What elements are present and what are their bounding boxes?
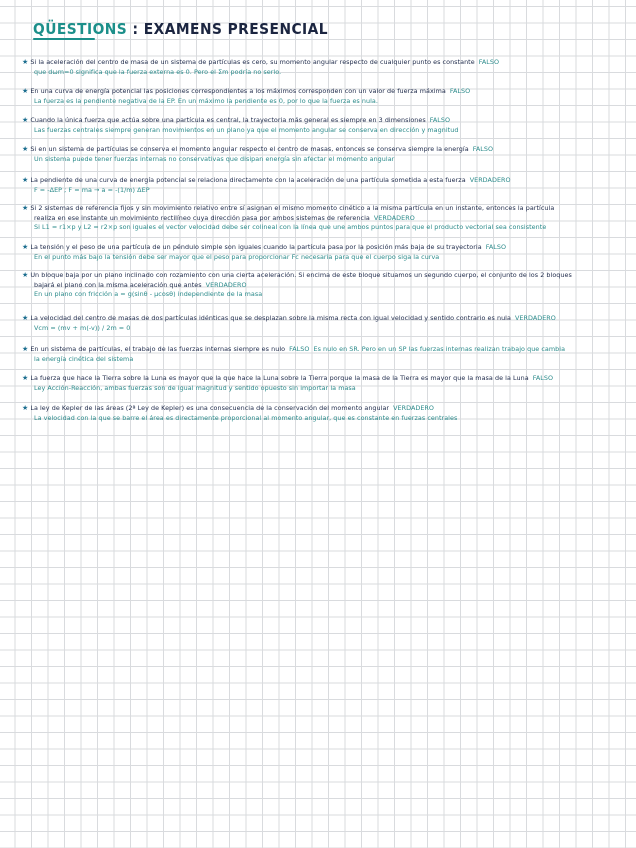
question-item (22, 345, 630, 364)
question-item (22, 243, 630, 262)
question-item (22, 204, 630, 233)
star-icon: ★ (22, 58, 29, 66)
explanation-text: Vcm = (mv + m(-v)) / 2m = 0 (34, 323, 131, 332)
answer-label: FALSO (532, 374, 554, 382)
question-text: bajará el plano con la misma aceleración que antes (34, 280, 202, 289)
question-text: Si la aceleración del centro de masa de un sistema de partículas es cero, su momento angular respecto de cualquier punto es constante (30, 58, 475, 66)
question-item (22, 404, 630, 423)
answer-label: FALSO (478, 58, 500, 66)
explanation-text: En el punto más bajo la tensión debe ser mayor que el peso para proporcionar Fc necesaria para que el cuerpo siga la curva (34, 252, 440, 261)
explanation-text: la energía cinética del sistema (34, 354, 134, 363)
question-item (22, 314, 630, 333)
star-icon: ★ (22, 204, 29, 212)
title-accent: QÜESTIONS (33, 20, 128, 38)
explanation-text: Ley Acción-Reacción, ambas fuerzas son de igual magnitud y sentido opuesto sin importar la masa (34, 383, 356, 392)
question-item (22, 116, 630, 135)
star-icon: ★ (22, 116, 29, 124)
explanation-text: En un plano con fricción a = g(sinθ - μcosθ) independiente de la masa (34, 290, 263, 299)
question-text: La fuerza que hace la Tierra sobre la Luna es mayor que la que hace la Luna sobre la Tierra porque la masa de la Tierra es mayor que la masa de la Luna (30, 374, 529, 382)
question-text: La pendiente de una curva de energía potencial se relaciona directamente con la aceleración de una partícula sometida a esta fuerza (30, 176, 466, 184)
explanation-text: que dωm=0 significa que la fuerza externa es 0. Pero el Σm podría no serlo. (34, 67, 282, 76)
question-item (22, 145, 630, 164)
explanation-text: Es nulo en SR. Pero en un SP las fuerzas internas realizan trabajo que cambia (313, 345, 566, 353)
question-text: Un bloque baja por un plano inclinado con rozamiento con una cierta aceleración. Si encima de este bloque situamos un segundo cuerpo, el conjunto de los 2 bloques (30, 271, 572, 279)
explanation-text: Un sistema puede tener fuerzas internas no conservativas que disipan energía sin afectar el momento angular (34, 154, 395, 163)
answer-label: FALSO (289, 345, 310, 353)
explanation-text: La fuerza es la pendiente negativa de la EP. En un máximo la pendiente es 0, por lo que la fuerza es nula. (34, 96, 378, 105)
star-icon: ★ (22, 271, 29, 279)
star-icon: ★ (22, 314, 29, 322)
answer-label: VERDADERO (514, 314, 556, 322)
explanation-text: Las fuerzas centrales siempre generan movimientos en un plano ya que el momento angular se conserva en dirección y magnitud (34, 125, 459, 134)
question-item (22, 271, 630, 300)
answer-label: VERDADERO (393, 404, 435, 412)
question-text: realiza en ese instante un movimiento rectilíneo cuya dirección pasa por ambos sistemas de referencia (34, 213, 370, 222)
question-text: Cuando la única fuerza que actúa sobre una partícula es central, la trayectoria más general es siempre en 3 dimensiones (30, 116, 426, 124)
page-title (33, 20, 328, 38)
explanation-text: Si L1 = r1×p y L2 = r2×p son iguales el vector velocidad debe ser colineal con la línea que une ambos puntos para que el producto vectorial sea consistente (34, 223, 547, 232)
star-icon: ★ (22, 243, 29, 251)
question-text: Si 2 sistemas de referencia fijos y sin movimiento relativo entre sí asignan el mismo momento cinético a la misma partícula en un instante, entonces la partícula (30, 204, 555, 212)
question-text: La tensión y el peso de una partícula de un péndulo simple son iguales cuando la partícula pasa por la posición más baja de su trayectoria (30, 243, 482, 251)
star-icon: ★ (22, 404, 29, 412)
answer-label: FALSO (485, 243, 507, 251)
question-item (22, 374, 630, 393)
answer-label: FALSO (472, 145, 494, 153)
star-icon: ★ (22, 176, 29, 184)
star-icon: ★ (22, 374, 29, 382)
answer-label: FALSO (429, 116, 451, 124)
star-icon: ★ (22, 145, 29, 153)
question-item (22, 176, 630, 195)
question-text: En un sistema de partículas, el trabajo de las fuerzas internas siempre es nulo (30, 345, 286, 353)
question-text: La ley de Kepler de las áreas (2ª Ley de Kepler) es una consecuencia de la conservación del momento angular (30, 404, 390, 412)
title-underline (33, 38, 95, 40)
star-icon: ★ (22, 345, 29, 353)
question-item (22, 87, 630, 106)
answer-label: VERDADERO (205, 280, 247, 289)
question-text: La velocidad del centro de masas de dos partículas idénticas que se desplazan sobre la misma recta con igual velocidad y sentido contrario es nula (30, 314, 511, 322)
title-rest: : EXAMENS PRESENCIAL (132, 20, 329, 38)
question-item (22, 58, 630, 77)
explanation-text: F = -ΔEP ; F = ma → a = -(1/m) ΔEP (34, 185, 150, 194)
answer-label: VERDADERO (373, 213, 415, 222)
answer-label: VERDADERO (469, 176, 511, 184)
star-icon: ★ (22, 87, 29, 95)
explanation-text: La velocidad con la que se barre el área es directamente proporcional al momento angular, que es constante en fuerzas centrales (34, 413, 458, 422)
question-text: En una curva de energía potencial las posiciones correspondientes a los máximos corresponden con un valor de fuerza máxima (30, 87, 446, 95)
answer-label: FALSO (449, 87, 471, 95)
question-text: Si en un sistema de partículas se conserva el momento angular respecto el centro de masas, entonces se conserva siempre la energía (30, 145, 469, 153)
